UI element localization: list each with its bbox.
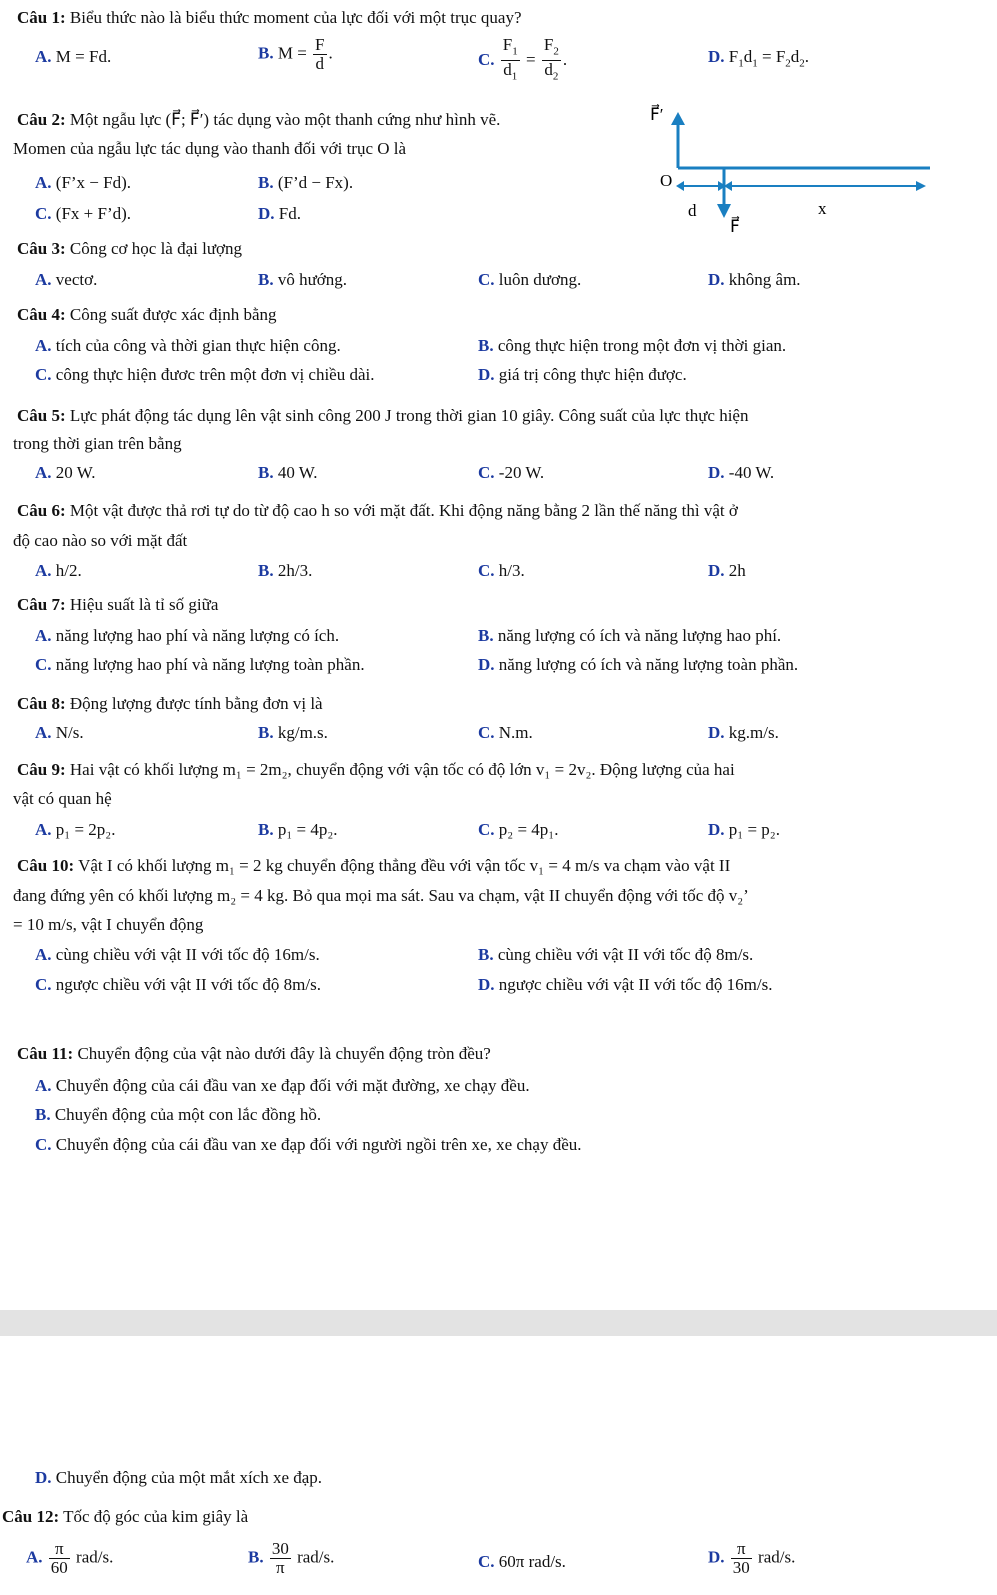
question-text: trong thời gian trên bằng — [13, 434, 182, 453]
q3-option-c[interactable] — [478, 268, 581, 292]
q3-option-d[interactable] — [708, 268, 801, 292]
question-number: Câu 9: — [17, 760, 66, 779]
option-text: công thực hiện đươc trên một đơn vị chiều dài. — [55, 365, 375, 384]
q12-option-c[interactable] — [478, 1550, 566, 1574]
option-label: B. — [258, 43, 274, 63]
option-text: cùng chiều với vật II với tốc độ 8m/s. — [497, 945, 754, 964]
q12-option-a[interactable] — [26, 1540, 113, 1577]
q11-option-a[interactable] — [35, 1074, 530, 1098]
option-text: ngược chiều với vật II với tốc độ 8m/s. — [55, 975, 321, 994]
option-label: B. — [258, 561, 274, 580]
question-text: Hai vật có khối lượng m₁ = 2m₂, chuyển động với vận tốc có độ lớn v₁ = 2v₂. Động lượng của hai — [69, 760, 735, 779]
option-label: C. — [35, 1135, 52, 1154]
option-label: D. — [478, 975, 495, 994]
q5-option-b[interactable] — [258, 461, 318, 485]
q9-option-d[interactable] — [708, 818, 780, 842]
option-label: A. — [35, 626, 52, 645]
question-text: Công suất được xác định bằng — [69, 305, 277, 324]
denominator: d — [503, 60, 512, 80]
option-text: p₁ = 4p₂. — [277, 820, 338, 839]
question-1 — [17, 6, 522, 30]
question-3 — [17, 237, 242, 261]
fraction — [49, 1540, 70, 1577]
q6-option-c[interactable] — [478, 559, 525, 583]
q4-option-d[interactable] — [478, 363, 687, 387]
question-5-line-2 — [13, 432, 182, 456]
option-label: A. — [35, 945, 52, 964]
q9-option-b[interactable] — [258, 818, 338, 842]
fraction — [270, 1540, 291, 1577]
question-number: Câu 6: — [17, 501, 66, 520]
option-label: B. — [258, 723, 274, 742]
option-text: N.m. — [498, 723, 533, 742]
option-label: A. — [35, 270, 52, 289]
option-text: M = Fd. — [55, 47, 112, 66]
question-number: Câu 2: — [17, 110, 66, 129]
option-label: A. — [35, 561, 52, 580]
q1-option-b[interactable]: B. M = $\frac{F}{d}$ . — [258, 35, 333, 73]
option-label: B. — [35, 1105, 51, 1124]
fraction — [731, 1540, 752, 1577]
q3-option-b[interactable] — [258, 268, 347, 292]
q9-option-a[interactable] — [35, 818, 115, 842]
question-text: đang đứng yên có khối lượng m₂ = 4 kg. Bỏ qua mọi ma sát. Sau va chạm, vật II chuyển động với tốc độ v₂’ — [13, 886, 749, 905]
option-text: p₁ = 2p₂. — [55, 820, 116, 839]
formula-part: = F — [757, 47, 786, 66]
question-text: = 10 m/s, vật I chuyển động — [13, 915, 204, 934]
option-text: Chuyển động của một mắt xích xe đạp. — [55, 1468, 323, 1487]
option-text: 40 W. — [277, 463, 318, 482]
q2-option-c[interactable] — [35, 202, 131, 226]
question-number: Câu 5: — [17, 406, 66, 425]
numerator: π — [731, 1540, 752, 1559]
question-text: Lực phát động tác dụng lên vật sinh công 200 J trong thời gian 10 giây. Công suất của lực thực hiện — [69, 406, 749, 425]
q2-option-b[interactable] — [258, 171, 353, 195]
formula-part: d — [790, 47, 800, 66]
question-number: Câu 1: — [17, 8, 66, 27]
question-number: Câu 12: — [2, 1507, 60, 1526]
option-label: B. — [248, 1547, 264, 1567]
option-text: -20 W. — [498, 463, 545, 482]
q10-option-c[interactable] — [35, 973, 321, 997]
denominator: 60 — [50, 1558, 68, 1577]
force-arrow-down — [717, 168, 731, 218]
question-text: Momen của ngẫu lực tác dụng vào thanh đối với trục O là — [13, 139, 407, 158]
option-text: h/3. — [498, 561, 525, 580]
option-label: D. — [708, 820, 725, 839]
option-text: vectơ. — [55, 270, 98, 289]
question-2 — [17, 108, 500, 132]
option-text: 2h — [728, 561, 746, 580]
option-label: B. — [258, 820, 274, 839]
option-label: C. — [478, 723, 495, 742]
page-break-divider — [0, 1310, 997, 1336]
option-text: (F’d − Fx). — [277, 173, 354, 192]
option-text: vô hướng. — [277, 270, 348, 289]
question-text: độ cao nào so với mặt đất — [13, 531, 188, 550]
q7-option-d[interactable] — [478, 653, 798, 677]
q6-option-d[interactable] — [708, 559, 746, 583]
option-text: cùng chiều với vật II với tốc độ 16m/s. — [55, 945, 320, 964]
q12-option-b[interactable] — [248, 1540, 334, 1577]
option-label: A. — [35, 723, 52, 742]
option-label: A. — [35, 173, 52, 192]
option-text: năng lượng hao phí và năng lượng toàn phần. — [55, 655, 365, 674]
question-4 — [17, 303, 277, 327]
option-label: C. — [478, 49, 495, 69]
q11-option-d[interactable] — [35, 1466, 322, 1490]
question-text: Biểu thức nào là biểu thức moment của lực đối với một trục quay? — [69, 8, 522, 27]
option-text: p₂ = 4p₁. — [498, 820, 559, 839]
option-text: -40 W. — [728, 463, 775, 482]
option-text: không âm. — [728, 270, 801, 289]
option-label: A. — [35, 1076, 52, 1095]
q8-option-d[interactable] — [708, 721, 779, 745]
question-text: Một ngẫu lực (F⃗; F⃗′) tác dụng vào một thanh cứng như hình vẽ. — [69, 110, 501, 129]
option-label: A. — [26, 1547, 43, 1567]
option-label: C. — [478, 463, 495, 482]
option-text: năng lượng có ích và năng lượng hao phí. — [497, 626, 782, 645]
label-x: x — [818, 199, 827, 218]
question-2-line-2 — [13, 137, 406, 161]
option-label: C. — [35, 975, 52, 994]
numerator: F — [502, 35, 513, 54]
label-f: F⃗ — [730, 217, 740, 236]
q5-option-d[interactable] — [708, 461, 774, 485]
option-text: 20 W. — [55, 463, 96, 482]
option-label: A. — [35, 463, 52, 482]
option-text: ngược chiều với vật II với tốc độ 16m/s. — [498, 975, 773, 994]
option-label: D. — [708, 463, 725, 482]
fraction: $\frac{F_1}{d_1}$ — [502, 35, 518, 83]
option-label: C. — [478, 561, 495, 580]
q6-option-b[interactable] — [258, 559, 312, 583]
question-text: Chuyển động của vật nào dưới đây là chuyển động tròn đều? — [77, 1044, 491, 1063]
option-text: luôn dương. — [498, 270, 582, 289]
numerator: 30 — [271, 1539, 289, 1558]
q12-option-d[interactable] — [708, 1540, 795, 1577]
option-text: kg/m.s. — [277, 723, 328, 742]
option-text: 2h/3. — [277, 561, 313, 580]
q8-option-a[interactable] — [35, 721, 84, 745]
option-text: năng lượng hao phí và năng lượng có ích. — [55, 626, 340, 645]
q10-option-a[interactable] — [35, 943, 320, 967]
option-label: A. — [35, 47, 52, 66]
question-number: Câu 7: — [17, 595, 66, 614]
option-text: h/2. — [55, 561, 82, 580]
option-label: B. — [258, 173, 274, 192]
denominator: 30 — [732, 1558, 750, 1577]
question-7 — [17, 593, 218, 617]
denominator: d — [315, 54, 325, 73]
question-text: Động lượng được tính bằng đơn vị là — [69, 694, 323, 713]
label-d: d — [688, 201, 697, 220]
q9-option-c[interactable] — [478, 818, 558, 842]
numerator: F — [315, 35, 325, 54]
q11-option-c[interactable] — [35, 1133, 582, 1157]
option-label: D. — [478, 365, 495, 384]
numerator: π — [49, 1540, 70, 1559]
subscript: 1 — [738, 57, 744, 70]
option-label: D. — [708, 1547, 725, 1567]
question-text: Tốc độ góc của kim giây là — [63, 1507, 249, 1526]
option-label: C. — [478, 270, 495, 289]
question-6-line-2 — [13, 529, 187, 553]
option-label: C. — [35, 204, 52, 223]
question-text: Vật I có khối lượng m₁ = 2 kg chuyển động thẳng đều với vận tốc v₁ = 4 m/s va chạm vào vật II — [78, 856, 731, 875]
option-label: D. — [478, 655, 495, 674]
question-number: Câu 3: — [17, 239, 66, 258]
option-label: B. — [258, 270, 274, 289]
option-unit: rad/s. — [758, 1547, 796, 1567]
numerator: F — [543, 35, 554, 54]
label-f-prime: F⃗′ — [650, 105, 664, 124]
question-8 — [17, 692, 323, 716]
option-text: N/s. — [55, 723, 84, 742]
question-10-line-3 — [13, 913, 203, 937]
option-label: D. — [708, 723, 725, 742]
option-text: Fd. — [278, 204, 301, 223]
question-9 — [17, 758, 735, 782]
distance-d-arrow — [676, 181, 726, 191]
question-6 — [17, 499, 738, 523]
subscript: 1 — [752, 57, 758, 70]
q4-option-b[interactable] — [478, 334, 786, 358]
question-12 — [2, 1505, 248, 1529]
option-label: B. — [478, 945, 494, 964]
option-label: B. — [478, 336, 494, 355]
force-arrow-up — [671, 112, 685, 168]
q1-option-c[interactable]: C. $\frac{F_1}{d_1}$ = $\frac{F_2}{d_2}$ . — [478, 36, 567, 86]
option-label: C. — [478, 820, 495, 839]
fraction: $\frac{F_2}{d_2}$ — [543, 35, 559, 83]
option-label: B. — [258, 463, 274, 482]
option-label: D. — [708, 47, 725, 66]
fraction — [313, 36, 326, 73]
q2-option-d[interactable] — [258, 202, 301, 226]
couple-diagram — [640, 98, 940, 248]
option-text: Chuyển động của một con lắc đồng hồ. — [54, 1105, 322, 1124]
option-label: D. — [258, 204, 275, 223]
question-10 — [17, 854, 730, 878]
q7-option-a[interactable] — [35, 624, 339, 648]
q4-option-c[interactable] — [35, 363, 375, 387]
option-unit: rad/s. — [76, 1547, 114, 1567]
option-label: C. — [478, 1552, 495, 1571]
question-text: vật có quan hệ — [13, 789, 112, 808]
question-number: Câu 8: — [17, 694, 66, 713]
q7-option-b[interactable] — [478, 624, 781, 648]
question-text: Một vật được thả rơi tự do từ độ cao h so với mặt đất. Khi động năng bằng 2 lần thế năng thì vật ở — [69, 501, 738, 520]
q8-option-b[interactable] — [258, 721, 328, 745]
option-text: tích của công và thời gian thực hiện công. — [55, 336, 341, 355]
q5-option-c[interactable] — [478, 461, 544, 485]
option-text: giá trị công thực hiện được. — [498, 365, 687, 384]
formula-part: . — [804, 47, 810, 66]
subscript: 2 — [799, 57, 805, 70]
option-label: D. — [35, 1468, 52, 1487]
label-o: O — [660, 171, 673, 190]
option-label: D. — [708, 270, 725, 289]
option-text: (Fx + F’d). — [55, 204, 132, 223]
question-text: Công cơ học là đại lượng — [69, 239, 243, 258]
q3-option-a[interactable] — [35, 268, 97, 292]
option-text: 60π rad/s. — [498, 1552, 566, 1571]
question-5 — [17, 404, 748, 428]
q1-option-d[interactable] — [708, 45, 809, 75]
subscript: 2 — [785, 57, 791, 70]
question-11 — [17, 1042, 491, 1066]
q6-option-a[interactable] — [35, 559, 82, 583]
question-number: Câu 11: — [17, 1044, 74, 1063]
q5-option-a[interactable] — [35, 461, 95, 485]
option-text: p₁ = p₂. — [728, 820, 780, 839]
option-label: A. — [35, 820, 52, 839]
q8-option-c[interactable] — [478, 721, 533, 745]
question-text: Hiệu suất là tỉ số giữa — [69, 595, 219, 614]
formula-part: d — [743, 47, 753, 66]
q4-option-a[interactable] — [35, 334, 341, 358]
question-number: Câu 4: — [17, 305, 66, 324]
formula-part: F — [728, 47, 739, 66]
question-number: Câu 10: — [17, 856, 75, 875]
option-text: kg.m/s. — [728, 723, 779, 742]
option-unit: rad/s. — [297, 1547, 335, 1567]
formula-lhs: M = — [277, 43, 307, 63]
q7-option-c[interactable] — [35, 653, 365, 677]
option-text: Chuyển động của cái đầu van xe đạp đối với mặt đường, xe chạy đều. — [55, 1076, 530, 1095]
option-text: Chuyển động của cái đầu van xe đạp đối với người ngồi trên xe, xe chạy đều. — [55, 1135, 582, 1154]
option-label: C. — [35, 655, 52, 674]
distance-x-arrow — [724, 181, 926, 191]
option-text: công thực hiện trong một đơn vị thời gian. — [497, 336, 787, 355]
q10-option-b[interactable] — [478, 943, 753, 967]
q2-option-a[interactable] — [35, 171, 131, 195]
q10-option-d[interactable] — [478, 973, 772, 997]
question-10-line-2 — [13, 884, 749, 908]
denominator: π — [276, 1558, 285, 1577]
q11-option-b[interactable] — [35, 1103, 321, 1127]
option-text: (F’x − Fd). — [55, 173, 132, 192]
option-label: B. — [478, 626, 494, 645]
option-label: C. — [35, 365, 52, 384]
q1-option-a[interactable] — [35, 45, 111, 69]
denominator: d — [544, 60, 553, 80]
option-label: A. — [35, 336, 52, 355]
option-label: D. — [708, 561, 725, 580]
question-9-line-2 — [13, 787, 112, 811]
option-text: năng lượng có ích và năng lượng toàn phần. — [498, 655, 799, 674]
